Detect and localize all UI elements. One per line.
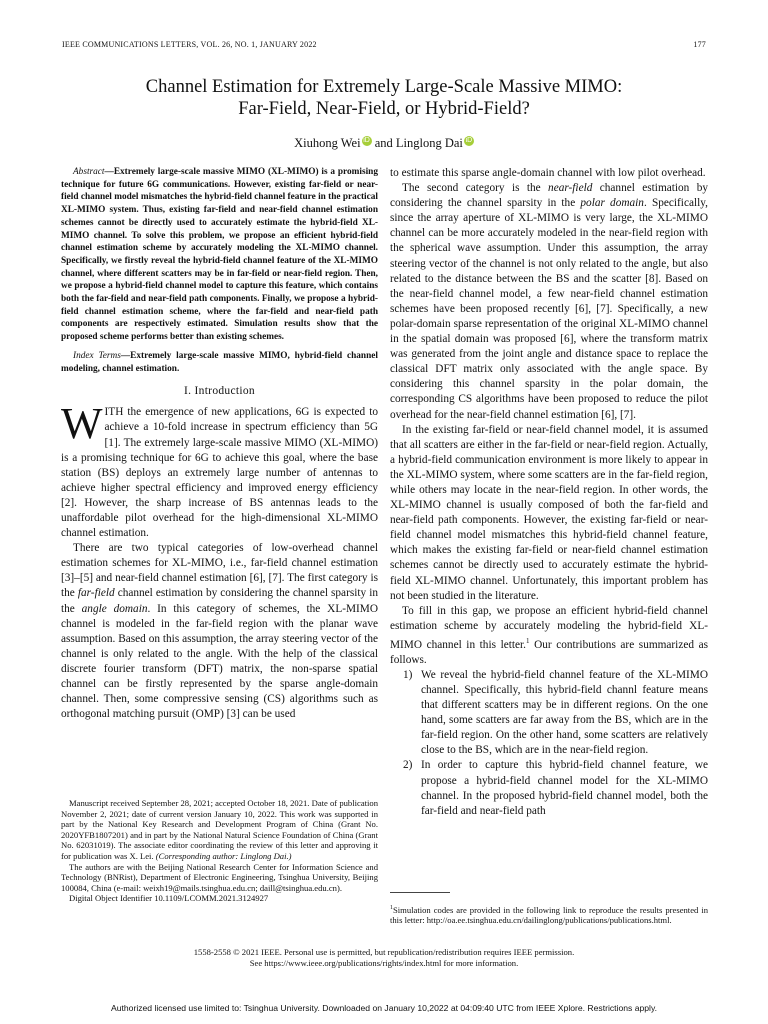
index-terms (61, 350, 378, 375)
text-run: Our contributions are summarized as follows. (390, 638, 708, 666)
author-conjunction: and (371, 136, 396, 150)
text-run: The second category is the (402, 182, 549, 195)
abstract (61, 166, 378, 344)
list-number: 2) (403, 759, 413, 772)
list-number: 1) (403, 668, 413, 681)
text-run: channel estimation by considering the channel sparsity in the (390, 182, 708, 210)
paragraph-contributions (390, 604, 708, 668)
index-terms-text: —Extremely large-scale massive MIMO, hybrid-field channel modeling, channel estimation. (61, 350, 378, 374)
running-header (62, 40, 706, 49)
title-line-1: Channel Estimation for Extremely Large-Scale Massive MIMO: (145, 77, 623, 97)
text-run: Manuscript received September 28, 2021; accepted October 18, 2021. Date of publication November 2, 2021; date of current version January 10, 2022. This work was supported in part by the National Key Research and Development Program of China (Grant No. 2020YFB1807201) and in part by the National Natural Science Foundation of China (Grant No. 62031019). The associate editor coordinating the review of this letter and approving it for publication was X. Lei. (61, 798, 378, 861)
footnote-marker[interactable]: 1 (525, 636, 530, 645)
emphasis: angle domain (81, 602, 148, 615)
right-footnote (390, 903, 708, 926)
footnote-divider (390, 892, 450, 893)
affiliation-note: The authors are with the Beijing National Research Center for Information Science and Technology (BNRist), Department of Electronic Engineering, Tsinghua University, Beijing 100084, China (e-mail: weixh19@mails.tsinghua.edu.cn; daill@tsinghua.edu.cn). (61, 861, 378, 893)
text-run: . In this category of schemes, the XL-MIMO channel is modeled in the far-field region with the planar wave assumption. Based on this assumption, the array steering vector of the channel is only related to the angle. With the help of the classical discrete fourier transform (DFT) matrix, the non-sparse spatial channel can be firstly represented by the sparse angle-domain channel. Then, some compressive sensing (CS) algorithms such as orthogonal matching pursuit (OMP) [3] can be used (61, 602, 378, 721)
emphasis: polar domain (580, 197, 644, 210)
list-item (390, 758, 708, 818)
paragraph-hybrid: In the existing far-field or near-field channel model, it is assumed that all scatters are either in the far-field or near-field region. Actually, a hybrid-field communication environment is more likely to appear in the XL-MIMO system, where some scatters are in the far-field region, while others may locate in the near-field region. In other words, the XL-MIMO channel is usually composed of both the far-field and near-field path components. However, the existing far-field or near-field channel model mismatches this hybrid-field channel feature, which makes the existing far-field or near-field channel estimation schemes cannot be directly used to accurately estimate the hybrid-field XL-MIMO channel. Unfortunately, this important problem has not been studied in the literature. (390, 423, 708, 602)
orcid-icon[interactable]: iD (363, 137, 370, 144)
title-line-2: Far-Field, Near-Field, or Hybrid-Field? (238, 99, 530, 119)
copyright-line-1: 1558-2558 © 2021 IEEE. Personal use is permitted, but republication/redistribution requires IEEE permission. (193, 947, 575, 957)
paragraph-near-field (390, 181, 708, 423)
corresponding-author: (Corresponding author: Linglong Dai.) (155, 850, 292, 861)
right-column (390, 166, 708, 819)
index-terms-label: Index Terms (73, 350, 121, 361)
drop-cap: W (61, 399, 103, 449)
page-number: 177 (693, 40, 706, 49)
journal-name: IEEE COMMUNICATIONS LETTERS, VOL. 26, NO. 1, JANUARY 2022 (62, 40, 317, 49)
author-line (60, 136, 708, 151)
intro-paragraph-2 (61, 541, 378, 722)
list-item-text: We reveal the hybrid-field channel feature of the XL-MIMO channel. Specifically, this hybrid-field channl feature means that different scatters may be in different regions. On the one hand, some scatters are far away from the BS, which are in the far-field region. On the other hand, some scatters are relatively close to the BS, which are in the near-field region. (421, 668, 708, 757)
copyright-notice (60, 947, 708, 969)
footnote-text: Simulation codes are provided in the following link to reproduce the results presented in this letter: http://oa.ee.tsinghua.edu.cn/dailinglong/publications/publications.html. (390, 904, 708, 926)
intro-paragraph-1-text: ITH the emergence of new applications, 6G is expected to achieve a 10-fold increase in spectrum efficiency than 5G [1]. The extremely large-scale massive MIMO (XL-MIMO) is a promising technique for 6G to achieve this goal, where the base station (BS) deploys an extremely large number of antennas to achieve higher spectral efficiency and improved energy efficiency [2]. However, the sharp increase of BS antennas leads to the unaffordable pilot overhead for the high-dimensional XL-MIMO channel estimation. (61, 406, 378, 540)
text-run: channel estimation by considering the channel sparsity in the (61, 587, 378, 615)
manuscript-note (61, 798, 378, 862)
emphasis: far-field (77, 587, 115, 600)
section-heading: I. Introduction (184, 385, 255, 398)
emphasis: near-field (548, 182, 593, 195)
paper-title (60, 76, 708, 120)
license-notice: Authorized licensed use limited to: Tsinghua University. Downloaded on January 10,2022 at 04:09:40 UTC from IEEE Xplore. Restrictions apply. (111, 1003, 657, 1013)
left-footnotes (61, 798, 378, 904)
author-2: Linglong Dai (395, 136, 463, 150)
abstract-label: Abstract (73, 167, 105, 177)
left-column (61, 166, 378, 722)
contribution-list (390, 668, 708, 819)
intro-paragraph-1 (61, 399, 378, 541)
abstract-text: —Extremely large-scale massive MIMO (XL-MIMO) is a promising technique for future 6G communications. However, existing far-field or near-field channel model mismatches the hybrid-field channel feature in the practical XL-MIMO system. Thus, existing far-field and near-field channel estimation schemes cannot be directly used to accurately estimate the hybrid-field XL-MIMO channel. To solve this problem, we propose an efficient hybrid-field channel estimation scheme by accurately modeling the XL-MIMO channel. Specifically, we firstly reveal the hybrid-field channel feature of the XL-MIMO channel, where different scatters may be in far-field or near-field region. Then, we propose a hybrid-field channel model to capture this feature, which contains both the far-field and near-field path components. Finally, we propose a hybrid-field channel estimation scheme, where the far-field and near-field path components are respectively estimated. Simulation results show that the proposed scheme performs better than existing schemes. (61, 167, 378, 343)
doi-note: Digital Object Identifier 10.1109/LCOMM.2021.3124927 (69, 893, 269, 904)
footnote-number: 1 (390, 905, 393, 911)
text-run: . Specifically, since the array aperture of XL-MIMO is very large, the XL-MIMO channel can be more accurately modeled in the near-field region with the spherical wave assumption. Under this assumption, the array steering vector of the channel is not only related to the angle, but also related to the distance between the BS and the scatter [8]. Based on the near-field channel model, a few near-field channel estimation schemes have been proposed recently [6], [7]. Specifically, a new polar-domain sparse representation of the original XL-MIMO channel in the spatial domain was proposed [6], where the transform matrix was generated from the joint angle and distance space to replace the classical DFT matrix only associated with the angle space. By considering this channel sparsity in the polar domain, the corresponding CS algorithms have been proposed to reduce the pilot overhead for the near-field channel estimation [6], [7]. (390, 197, 708, 421)
continued-paragraph: to estimate this sparse angle-domain channel with low pilot overhead. (390, 167, 706, 179)
author-1: Xiuhong Wei (294, 136, 361, 150)
copyright-line-2: See https://www.ieee.org/publications/rights/index.html for more information. (249, 958, 519, 968)
orcid-icon[interactable]: iD (465, 137, 473, 144)
list-item (390, 668, 708, 759)
text-run: There are two typical categories of low-overhead channel estimation schemes for XL-MIMO, i.e., far-field channel estimation [3]–[5] and near-field channel estimation [6], [7]. The first category is the (61, 542, 378, 600)
list-item-text: In order to capture this hybrid-field channel feature, we propose a hybrid-field channel model for the XL-MIMO channel. In the proposed hybrid-field channel model, both the far-field and near-field path (421, 759, 708, 817)
text-run: To fill in this gap, we propose an efficient hybrid-field channel estimation scheme by accurately modeling the hybrid-field XL-MIMO channel in this letter. (390, 604, 708, 651)
